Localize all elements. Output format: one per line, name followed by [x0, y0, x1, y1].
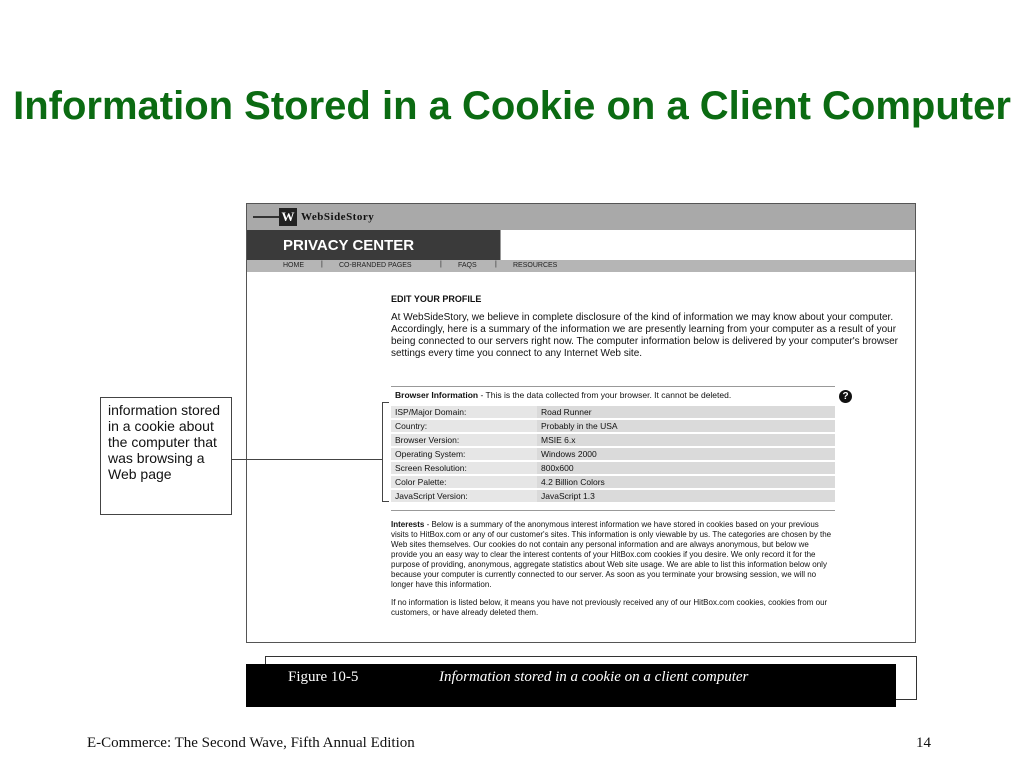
nav-faqs[interactable]: FAQS: [458, 262, 477, 269]
interests-text: - Below is a summary of the anonymous interest information we have stored in cookies based on your previous visits to HitBox.com or any of our customer's sites. This information is only viewable by us. The categories are chosen by the Web sites themselves. Our cookies do not contain any personal information and are always anonymous, but below we provide you an easy way to clear the interest contents of your HitBox.com cookies if you desire. We only record it for the purpose of providing, anonymous, aggregate statistics about Web site usage. We are able to list this information below only because your computer is currently connected to our server. As soon as you terminate your browsing session, we will no longer have this information.: [391, 520, 832, 589]
callout-box: information stored in a cookie about the computer that was browsing a Web page: [100, 397, 232, 515]
row-key: Country:: [391, 420, 537, 432]
nav-separator: |: [495, 261, 497, 268]
page-number: 14: [916, 735, 931, 751]
row-value: Windows 2000: [537, 448, 835, 460]
row-value: Road Runner: [537, 406, 835, 418]
help-icon[interactable]: ?: [839, 390, 852, 403]
callout-bracket: [382, 402, 389, 502]
table-row: [391, 490, 835, 502]
figure-caption: Information stored in a cookie on a client computer: [439, 669, 749, 685]
brand-bar: [247, 204, 915, 230]
row-key: ISP/Major Domain:: [391, 406, 537, 418]
nav-resources[interactable]: RESOURCES: [513, 262, 558, 269]
header-spacer: [500, 230, 916, 260]
row-value: 4.2 Billion Colors: [537, 476, 835, 488]
footer-book-title: E-Commerce: The Second Wave, Fifth Annual Edition: [87, 735, 415, 751]
callout-connector-line: [232, 459, 382, 460]
profile-content: [391, 294, 901, 617]
intro-paragraph: At WebSideStory, we believe in complete disclosure of the kind of information we may know about your computer. Accordingly, here is a summary of the information we are presently learning from your computer as a result of your being connected to our servers right now. The computer information below is delivered by your computer's browser settings every time you connect to any Internet Web site.: [391, 312, 898, 359]
row-key: Operating System:: [391, 448, 537, 460]
privacy-center-screenshot: [246, 203, 916, 643]
row-value: JavaScript 1.3: [537, 490, 835, 502]
brand-name: WebSideStory: [301, 211, 375, 223]
row-key: Browser Version:: [391, 434, 537, 446]
interests-section: [391, 520, 835, 626]
privacy-center-title: PRIVACY CENTER: [283, 237, 415, 254]
browser-info-table: [391, 404, 835, 504]
nav-bar: [247, 260, 915, 272]
browser-info-desc: - This is the data collected from your browser. It cannot be deleted.: [478, 390, 732, 400]
row-value: 800x600: [537, 462, 835, 474]
figure-caption-bar: [246, 664, 896, 707]
browser-info-label: Browser Information: [395, 390, 479, 400]
row-key: Color Palette:: [391, 476, 537, 488]
table-row: [391, 434, 835, 446]
figure-number: Figure 10-5: [288, 669, 359, 685]
nav-co-branded-pages[interactable]: CO-BRANDED PAGES: [339, 262, 412, 269]
divider: [391, 386, 835, 387]
table-row: [391, 462, 835, 474]
row-value: Probably in the USA: [537, 420, 835, 432]
nav-home[interactable]: HOME: [283, 262, 304, 269]
divider: [391, 510, 835, 511]
interests-paragraph: [391, 520, 835, 590]
edit-profile-heading: EDIT YOUR PROFILE: [391, 294, 482, 304]
row-value: MSIE 6.x: [537, 434, 835, 446]
table-row: [391, 476, 835, 488]
table-row: [391, 448, 835, 460]
row-key: JavaScript Version:: [391, 490, 537, 502]
row-key: Screen Resolution:: [391, 462, 537, 474]
interests-label: Interests: [391, 520, 425, 529]
privacy-center-header: [247, 230, 500, 260]
browser-info-heading: [395, 390, 731, 400]
slide-title: Information Stored in a Cookie on a Client Computer: [13, 84, 1011, 128]
brand-speed-lines: [253, 216, 281, 218]
table-row: [391, 420, 835, 432]
nav-separator: |: [440, 261, 442, 268]
websidestory-logo-icon: W: [279, 208, 297, 226]
table-row: [391, 406, 835, 418]
no-info-paragraph: If no information is listed below, it means you have not previously received any of our HitBox.com cookies, cookies from our customers, or have already deleted them.: [391, 598, 828, 617]
nav-separator: |: [321, 261, 323, 268]
